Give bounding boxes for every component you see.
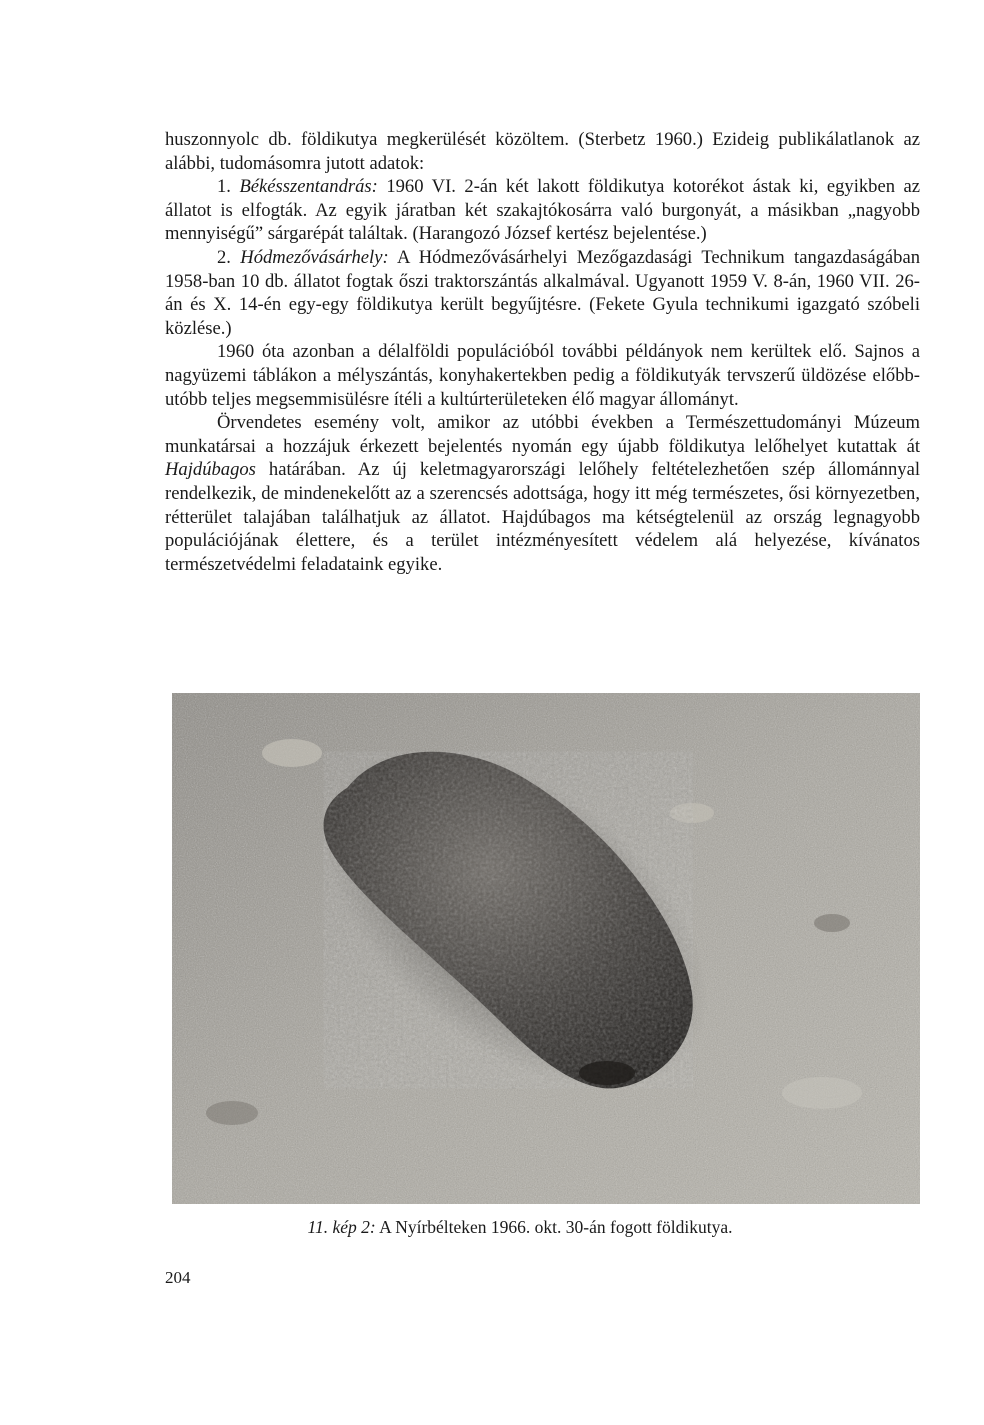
place-hodmezovasarhely: Hódmezővásárhely:	[240, 246, 389, 268]
paragraph-5	[165, 411, 920, 576]
paragraph-1	[165, 128, 920, 175]
paragraph-1-text: huszonnyolc db. földikutya megkerülését közöltem. (Sterbetz 1960.) Ezideig publikálatlanok az alábbi, tudomásomra jutott adatok:	[165, 129, 920, 174]
paragraph-3-text: A Hódmezővásárhelyi Mezőgazdasági Technikum tangazdaságában 1958-ban 10 db. állatot fogtak őszi traktorszántás alkalmával. Ugyanott 1959 V. 8-án, 1960 VII. 26-án és X. 14-én egy-egy földikutya került begyűjtésre. (Fekete Gyula technikumi igazgató szóbeli közlése.)	[165, 246, 920, 339]
item-number-2: 2.	[217, 246, 231, 268]
paragraph-4	[165, 340, 920, 411]
paragraph-5-text-a: Örvendetes esemény volt, amikor az utóbbi években a Természettudományi Múzeum munkatársai a hozzájuk érkezett bejelentés nyomán egy újabb földikutya lelőhelyet kutattak át	[165, 412, 920, 457]
paragraph-2	[165, 175, 920, 246]
figure-label: 11. kép 2:	[307, 1217, 376, 1237]
figure-caption-text: A Nyírbélteken 1966. okt. 30-án fogott földikutya.	[379, 1217, 733, 1237]
place-hajdubagos: Hajdúbagos	[165, 459, 256, 481]
item-number-1: 1.	[217, 176, 231, 198]
paragraph-5-text-b: határában. Az új keletmagyarországi lelőhely feltételezhetően szép állománnyal rendelkezik, de mindenekelőtt az a szerencsés adottsága, hogy itt még természetes, ősi környezetben, rétterület talajában találhatjuk az állatot. Hajdúbagos ma kétségtelenül az ország legnagyobb populációjának élettere, és a terület intézményesített védelem alá helyezése, kívánatos természetvédelmi feladataink egyike.	[165, 459, 920, 575]
place-bekesszentandras: Békésszentandrás:	[239, 176, 378, 198]
paragraph-3	[165, 246, 920, 340]
body-text	[165, 128, 920, 576]
paragraph-4-text: 1960 óta azonban a délalföldi populációból további példányok nem kerültek elő. Sajnos a nagyüzemi táblákon a mélyszántás, konyhakertekben pedig a földikutyák tervszerű üldözése előbb-utóbb teljes megsemmisülésre ítéli a kultúrterületeken élő magyar állományt.	[165, 341, 920, 410]
paragraph-2-text: 1960 VI. 2-án két lakott földikutya kotorékot ástak ki, egyikben az állatot is elfogták. Az egyik járatban két szakajtókosárra való burgonyát, a másikban „nagyobb mennyiségű” sárgarépát találtak. (Harangozó József kertész bejelentése.)	[165, 176, 920, 245]
mole-rat-photo	[172, 693, 920, 1204]
page-number: 204	[165, 1268, 191, 1287]
figure-caption	[0, 1217, 984, 1238]
